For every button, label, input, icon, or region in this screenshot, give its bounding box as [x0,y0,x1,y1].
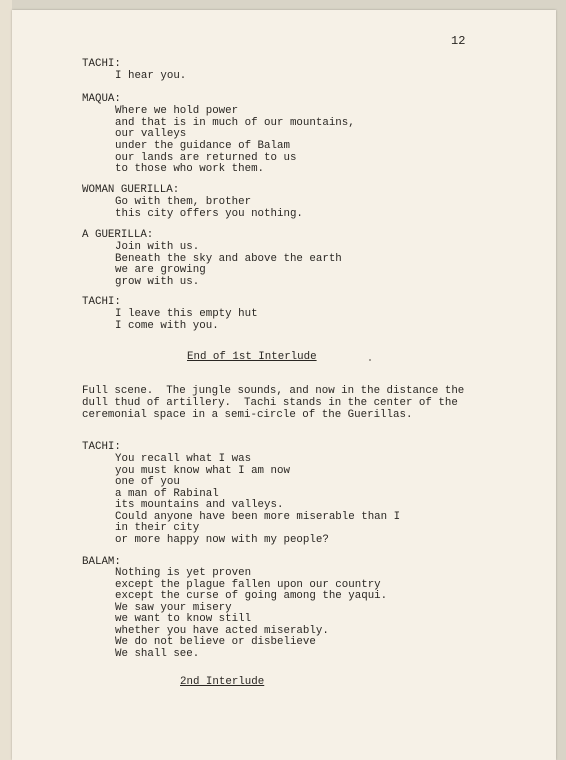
speaker-tachi: TACHI: [82,441,121,453]
stage-direction-line: dull thud of artillery. Tachi stands in the center of the [82,397,458,409]
dialogue-line: this city offers you nothing. [115,208,303,220]
speaker-tachi: TACHI: [82,58,121,70]
dialogue-line: You recall what I was [115,453,252,465]
dialogue-line: grow with us. [115,276,200,288]
speaker-tachi: TACHI: [82,296,121,308]
stage-direction-line: ceremonial space in a semi-circle of the Guerillas. [82,409,413,421]
dialogue-line: We shall see. [115,648,200,660]
dialogue-line: Where we hold power [115,105,239,117]
dialogue-line: or more happy now with my people? [115,534,329,546]
dialogue-line: a man of Rabinal [115,488,219,500]
ink-speck [369,359,371,361]
dialogue-line: its mountains and valleys. [115,499,284,511]
dialogue-line: we want to know still [115,613,252,625]
interlude-heading: End of 1st Interlude [187,351,317,363]
dialogue-line: We saw your misery [115,602,232,614]
speaker-woman-guerilla: WOMAN GUERILLA: [82,184,180,196]
stage-direction-line: Full scene. The jungle sounds, and now in the distance the [82,385,465,397]
speaker-a-guerilla: A GUERILLA: [82,229,154,241]
dialogue-line: except the curse of going among the yaqui. [115,590,388,602]
dialogue-line: Go with them, brother [115,196,252,208]
dialogue-line: you must know what I am now [115,465,290,477]
dialogue-line: Beneath the sky and above the earth [115,253,342,265]
dialogue-line: Nothing is yet proven [115,567,252,579]
dialogue-line: one of you [115,476,180,488]
dialogue-line: I hear you. [115,70,187,82]
dialogue-line: Could anyone have been more miserable than I [115,511,401,523]
dialogue-line: I leave this empty hut [115,308,258,320]
dialogue-line: We do not believe or disbelieve [115,636,316,648]
dialogue-line: and that is in much of our mountains, [115,117,355,129]
speaker-balam: BALAM: [82,556,121,568]
binding-edge [0,0,12,760]
dialogue-line: we are growing [115,264,206,276]
dialogue-line: our valleys [115,128,187,140]
dialogue-line: except the plague fallen upon our country [115,579,381,591]
page-number: 12 [451,34,466,48]
dialogue-line: I come with you. [115,320,219,332]
interlude-heading: 2nd Interlude [180,676,265,688]
dialogue-line: whether you have acted miserably. [115,625,329,637]
dialogue-line: our lands are returned to us [115,152,297,164]
dialogue-line: to those who work them. [115,163,265,175]
dialogue-line: in their city [115,522,200,534]
speaker-maqua: MAQUA: [82,93,121,105]
dialogue-line: Join with us. [115,241,200,253]
dialogue-line: under the guidance of Balam [115,140,290,152]
